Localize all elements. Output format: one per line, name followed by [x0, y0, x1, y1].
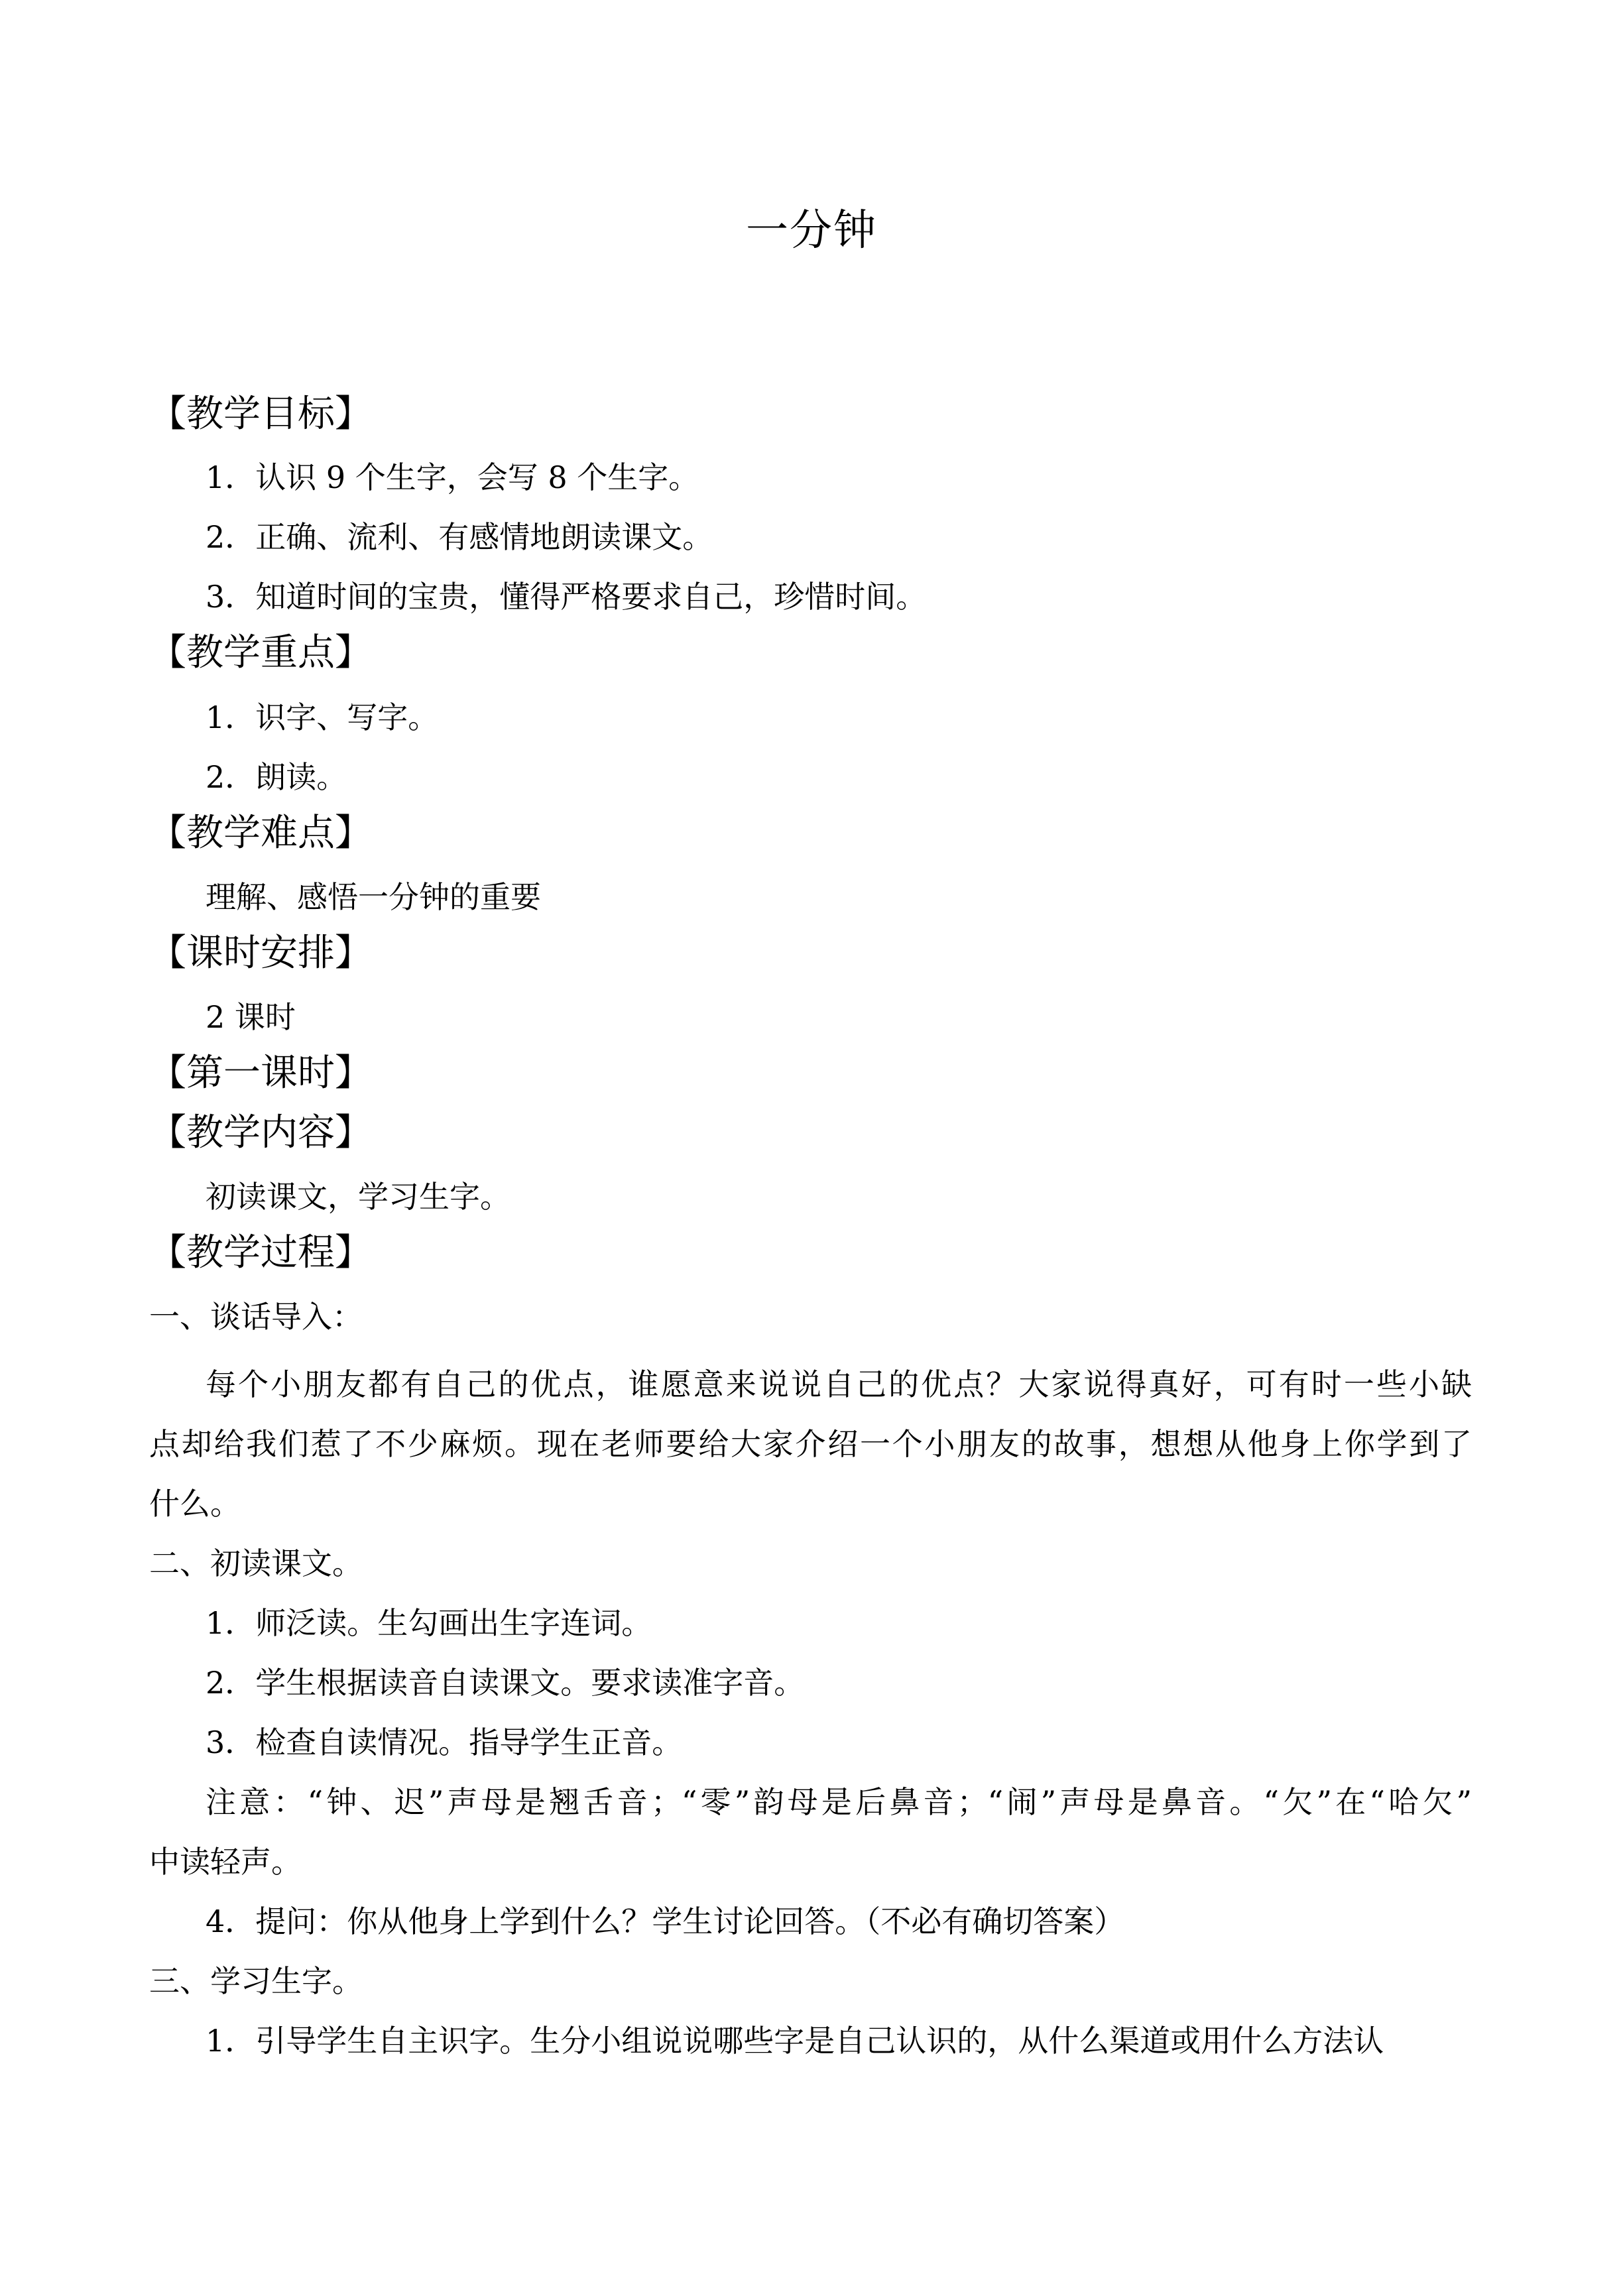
heading-objectives: 【教学目标】 — [149, 393, 372, 436]
heading-content: 【教学内容】 — [149, 1111, 372, 1154]
process-part3-title: 三、学习生字。 — [149, 1963, 363, 1999]
process-part2-item-4: 4．提问：你从他身上学到什么？学生讨论回答。（不必有确切答案） — [206, 1903, 1125, 1939]
heading-process: 【教学过程】 — [149, 1231, 372, 1274]
process-part2-item-3: 3．检查自读情况。指导学生正音。 — [206, 1724, 683, 1760]
process-part1-title: 一、谈话导入： — [149, 1299, 363, 1335]
difficulties-text: 理解、感悟一分钟的重要 — [206, 879, 541, 915]
heading-difficulties: 【教学难点】 — [149, 812, 372, 855]
process-part1-line-3: 什么。 — [149, 1486, 241, 1522]
heading-key-points: 【教学重点】 — [149, 631, 372, 674]
objective-item-1: 1．认识 9 个生字，会写 8 个生字。 — [206, 459, 699, 495]
objective-item-3: 3．知道时间的宝贵，懂得严格要求自己，珍惜时间。 — [206, 579, 927, 615]
objective-item-2: 2．正确、流利、有感情地朗读课文。 — [206, 519, 713, 555]
content-text: 初读课文，学习生字。 — [206, 1179, 511, 1215]
process-part2-item-2: 2．学生根据读音自读课文。要求读准字音。 — [206, 1665, 805, 1701]
process-part2-item-1: 1．师泛读。生勾画出生字连词。 — [206, 1605, 652, 1641]
heading-first-lesson: 【第一课时】 — [149, 1052, 372, 1095]
process-part2-note-line-1: 注意：“钟、迟”声母是翘舌音；“零”韵母是后鼻音；“闹”声母是鼻音。“欠”在“哈欠” — [206, 1784, 1472, 1820]
process-part2-title: 二、初读课文。 — [149, 1545, 363, 1581]
document-title: 一分钟 — [746, 206, 877, 255]
key-point-item-2: 2．朗读。 — [206, 759, 347, 795]
key-point-item-1: 1．识字、写字。 — [206, 699, 439, 735]
process-part3-item-1: 1．引导学生自主识字。生分小组说说哪些字是自己认识的，从什么渠道或用什么方法认 — [206, 2023, 1384, 2059]
heading-schedule: 【课时安排】 — [149, 932, 372, 975]
schedule-text: 2 课时 — [206, 999, 296, 1035]
process-part2-note-line-2: 中读轻声。 — [149, 1844, 302, 1880]
process-part1-line-2: 点却给我们惹了不少麻烦。现在老师要给大家介绍一个小朋友的故事，想想从他身上你学到了 — [149, 1426, 1472, 1462]
process-part1-line-1: 每个小朋友都有自己的优点，谁愿意来说说自己的优点？大家说得真好，可有时一些小缺 — [206, 1366, 1472, 1402]
